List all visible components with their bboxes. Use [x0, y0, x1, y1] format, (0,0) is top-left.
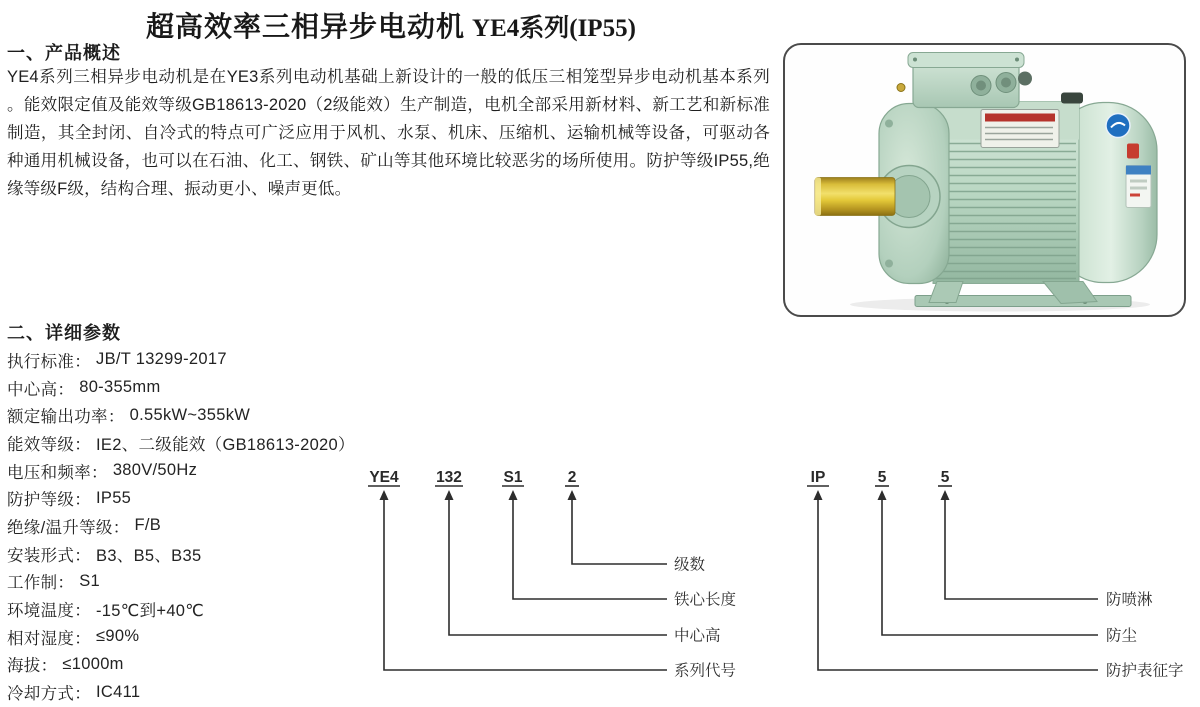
model-code-group-right: [807, 469, 1184, 680]
param-value: S1: [79, 571, 101, 590]
param-row: [7, 651, 355, 679]
code-text: IP: [810, 469, 826, 486]
arrow-up-icon: [380, 490, 389, 500]
param-value: F/B: [134, 516, 162, 535]
param-colon: ：: [74, 546, 92, 565]
code-text: 132: [436, 469, 462, 486]
code-meaning-label: 防护表征字: [1106, 662, 1184, 680]
param-row: [7, 678, 355, 706]
connector-line: [572, 497, 667, 564]
param-colon: ：: [74, 352, 92, 371]
motor-illustration: [785, 45, 1184, 315]
param-value: 0.55kW~355kW: [129, 405, 251, 424]
nameplate: [981, 110, 1059, 148]
param-colon: ：: [91, 463, 108, 482]
cable-glands: [971, 72, 1032, 96]
lid-screw: [913, 58, 917, 62]
param-value: ≤1000m: [62, 654, 124, 673]
param-colon: ：: [74, 602, 92, 621]
param-colon: ：: [40, 657, 58, 676]
connector-line: [945, 497, 1098, 599]
shield-bolt: [885, 260, 893, 268]
eyebolt: [897, 84, 905, 92]
shield-bolt: [885, 120, 893, 128]
param-value: IP55: [96, 488, 132, 507]
param-row: [7, 457, 355, 485]
code-text: YE4: [369, 469, 399, 486]
param-label: 海拔: [7, 657, 41, 676]
lid-screw: [1015, 58, 1019, 62]
terminal-box-lid: [908, 53, 1024, 68]
arrow-up-icon: [568, 490, 577, 500]
param-row: [7, 540, 355, 568]
parameters-heading: 二、详细参数: [7, 323, 121, 343]
connector-line: [449, 497, 667, 635]
param-label: 工作制: [7, 574, 58, 593]
param-colon: ：: [74, 435, 92, 454]
param-colon: ：: [57, 574, 75, 593]
param-label: 中心高: [7, 380, 58, 399]
param-value: 380V/50Hz: [112, 461, 198, 480]
param-row: [7, 623, 355, 651]
code-meaning-label: 防尘: [1106, 627, 1138, 645]
param-value: IE2、二级能效（GB18613-2020）: [96, 435, 355, 454]
arrow-up-icon: [445, 490, 454, 500]
connector-line: [818, 497, 1098, 670]
param-row: [7, 512, 355, 540]
param-colon: ：: [74, 491, 92, 510]
param-label: 额定输出功率: [7, 408, 108, 427]
code-entry: [565, 469, 706, 574]
code-entry: [938, 469, 1153, 609]
arrow-up-icon: [814, 490, 823, 500]
param-label: 环境温度: [7, 602, 75, 621]
code-entry: [875, 469, 1138, 645]
param-colon: ：: [74, 629, 92, 648]
param-label: 安装形式: [7, 546, 75, 565]
code-meaning-label: 级数: [674, 556, 706, 574]
param-colon: ：: [107, 408, 125, 427]
connector-line: [882, 497, 1098, 635]
arrow-up-icon: [941, 490, 950, 500]
code-meaning-label: 防喷淋: [1106, 591, 1153, 609]
param-row: [7, 374, 355, 402]
param-value: JB/T 13299-2017: [96, 350, 227, 369]
param-label: 相对湿度: [7, 629, 75, 648]
param-value: 80-355mm: [79, 378, 161, 397]
overview-heading: 一、产品概述: [7, 43, 121, 63]
red-badge-sticker: [1127, 144, 1139, 159]
code-text: 5: [877, 469, 887, 486]
code-text: S1: [503, 469, 523, 486]
param-row: [7, 595, 355, 623]
product-photo-frame: [783, 43, 1186, 317]
code-entry: [807, 469, 1184, 680]
code-entry: [502, 469, 736, 609]
param-value: IC411: [96, 682, 141, 701]
param-row: [7, 484, 355, 512]
vent-hole: [1061, 93, 1083, 104]
param-row: [7, 346, 355, 374]
param-label: 电压和频率: [7, 463, 91, 482]
title-series: YE4系列(IP55): [472, 15, 636, 42]
param-row: [7, 401, 355, 429]
param-label: 冷却方式: [7, 685, 75, 704]
param-value: B3、B5、B35: [96, 546, 202, 565]
param-value: ≤90%: [96, 627, 140, 646]
parameters-list: [7, 346, 355, 706]
param-colon: ：: [57, 380, 75, 399]
param-colon: ：: [74, 685, 92, 704]
arrow-up-icon: [509, 490, 518, 500]
param-colon: ：: [112, 518, 130, 537]
code-meaning-label: 铁心长度: [674, 591, 737, 609]
motor-shaft: [815, 178, 895, 216]
param-label: 防护等级: [7, 491, 75, 510]
param-label: 能效等级: [7, 435, 75, 454]
model-code-group-left: [368, 469, 736, 680]
shaft-end-highlight: [815, 178, 821, 216]
param-row: [7, 429, 355, 457]
connector-line: [513, 497, 667, 599]
code-text: 5: [940, 469, 950, 486]
overview-paragraph: YE4系列三相异步电动机是在YE3系列电动机基础上新设计的一般的低压三相笼型异步电动机基本系列。能效限定值及能效等级GB18613-2020（2级能效）生产制造，电机全部采用新材料、新工艺和新标准制造，其全封闭、自冷式的特点可广泛应用于风机、水泵、机床、压缩机、运输机械等设备，可驱动各种通用机械设备，也可以在石油、化工、钢铁、矿山等其他环境比较恶劣的场所使用。防护等级IP55,绝缘等级F级，结构合理、振动更小、噪声更低。: [7, 68, 770, 198]
arrow-up-icon: [878, 490, 887, 500]
connector-line: [384, 497, 667, 670]
code-entry: [435, 469, 721, 645]
code-meaning-label: 系列代号: [674, 662, 737, 680]
param-label: 执行标准: [7, 352, 75, 371]
param-label: 绝缘/温升等级: [7, 518, 113, 537]
code-meaning-label: 中心高: [674, 627, 721, 645]
page-title: [146, 5, 636, 45]
blue-badge-sticker: [1106, 114, 1130, 138]
code-text: 2: [567, 469, 577, 486]
spec-label-sticker: [1126, 166, 1151, 208]
title-main: 超高效率三相异步电动机: [146, 11, 466, 42]
param-row: [7, 568, 355, 596]
code-entry: [368, 469, 736, 680]
param-value: -15℃到+40℃: [96, 602, 205, 621]
